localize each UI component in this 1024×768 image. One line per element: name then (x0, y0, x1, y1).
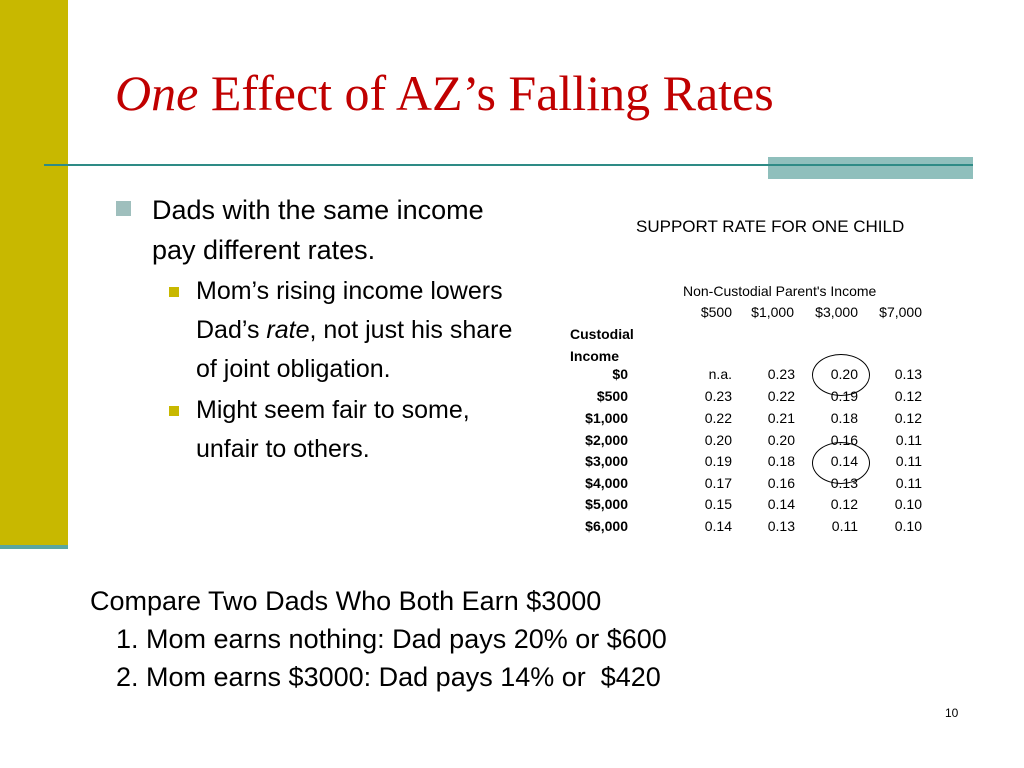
table-cell: 0.18 (767, 453, 795, 469)
square-bullet-icon (169, 287, 179, 297)
table-row (560, 518, 940, 540)
table-cell: 0.21 (767, 410, 795, 426)
table-title: SUPPORT RATE FOR ONE CHILD (636, 217, 905, 236)
divider-block-line (768, 164, 973, 166)
table-cell: 0.11 (895, 475, 922, 491)
table-cell: 0.19 (830, 388, 858, 404)
table-cell: 0.22 (704, 410, 732, 426)
column-header: $3,000 (815, 304, 858, 320)
table-cell: 0.13 (894, 366, 922, 382)
table-cell: 0.20 (704, 432, 732, 448)
sub-bullet-1 (152, 272, 530, 389)
table-cell: 0.22 (767, 388, 795, 404)
slide-number: 10 (945, 706, 959, 720)
table-cell: 0.23 (767, 366, 795, 382)
sub-bullet-1-before: Mom’s rising income lowers Dad’s (196, 277, 503, 344)
table-row (560, 410, 940, 432)
table-cell: 0.23 (704, 388, 732, 404)
table-cell: 0.11 (895, 432, 922, 448)
bullet-list (110, 190, 530, 469)
slide-title (115, 66, 774, 121)
row-label: $4,000 (585, 475, 628, 491)
table-cell: 0.17 (704, 475, 732, 491)
column-header: $1,000 (751, 304, 794, 320)
table-cell: 0.13 (830, 475, 858, 491)
table-cell: 0.20 (767, 432, 795, 448)
accent-bar (0, 0, 68, 545)
column-group-label: Non-Custodial Parent's Income (683, 283, 877, 299)
highlight-circle (812, 354, 870, 396)
row-group-label-line1: Custodial (570, 326, 634, 342)
table-row (560, 366, 940, 388)
comparison-line-1: 1. Mom earns nothing: Dad pays 20% or $600 (116, 624, 667, 654)
column-header: $7,000 (879, 304, 922, 320)
sub-bullet-1-after: , not just his share of joint obligation. (196, 316, 513, 383)
table-row (560, 432, 940, 454)
table-cell: 0.10 (894, 518, 922, 534)
sub-bullet-2 (152, 391, 530, 469)
square-bullet-icon (116, 201, 131, 216)
sub-bullet-1-emphasis: rate (266, 316, 310, 344)
title-rest: Effect of AZ’s Falling Rates (198, 65, 774, 121)
bullet-main-text: Dads with the same income pay different rates. (152, 195, 484, 265)
table-cell: 0.14 (767, 496, 795, 512)
table-cell: 0.10 (894, 496, 922, 512)
table-row (560, 453, 940, 475)
table-cell: 0.16 (767, 475, 795, 491)
table-cell: 0.15 (704, 496, 732, 512)
table-cell: 0.11 (831, 518, 858, 534)
table-row (560, 388, 940, 410)
table-cell: 0.19 (704, 453, 732, 469)
table-cell: 0.14 (830, 453, 858, 469)
table-cell: 0.20 (830, 366, 858, 382)
row-group-label (570, 323, 634, 367)
sub-bullet-2-text: Might seem fair to some, unfair to others. (196, 396, 470, 463)
comparison-heading: Compare Two Dads Who Both Earn $3000 (90, 586, 602, 616)
row-group-label-line2: Income (570, 348, 620, 364)
table-cell: n.a. (708, 366, 732, 382)
row-label: $5,000 (585, 496, 628, 512)
comparison-block (90, 582, 667, 696)
title-italic-part: One (115, 65, 199, 121)
row-label: $500 (596, 388, 628, 404)
row-label: $6,000 (585, 518, 628, 534)
divider-block (768, 157, 973, 179)
row-label: $2,000 (585, 432, 628, 448)
table-cell: 0.16 (830, 432, 858, 448)
table-row (560, 496, 940, 518)
table-row (560, 475, 940, 497)
row-label: $3,000 (585, 453, 628, 469)
title-divider (44, 164, 770, 166)
bullet-main (110, 190, 530, 270)
table-cell: 0.14 (704, 518, 732, 534)
column-header: $500 (700, 304, 732, 320)
row-label: $1,000 (585, 410, 628, 426)
accent-bar-shadow (0, 545, 68, 549)
table-cell: 0.12 (894, 388, 922, 404)
comparison-line-2: 2. Mom earns $3000: Dad pays 14% or $420 (116, 662, 661, 692)
table-cell: 0.18 (830, 410, 858, 426)
table-cell: 0.12 (830, 496, 858, 512)
row-label: $0 (612, 366, 628, 382)
table-cell: 0.12 (894, 410, 922, 426)
table-cell: 0.11 (895, 453, 922, 469)
square-bullet-icon (169, 406, 179, 416)
table-cell: 0.13 (767, 518, 795, 534)
highlight-circle (812, 442, 870, 484)
